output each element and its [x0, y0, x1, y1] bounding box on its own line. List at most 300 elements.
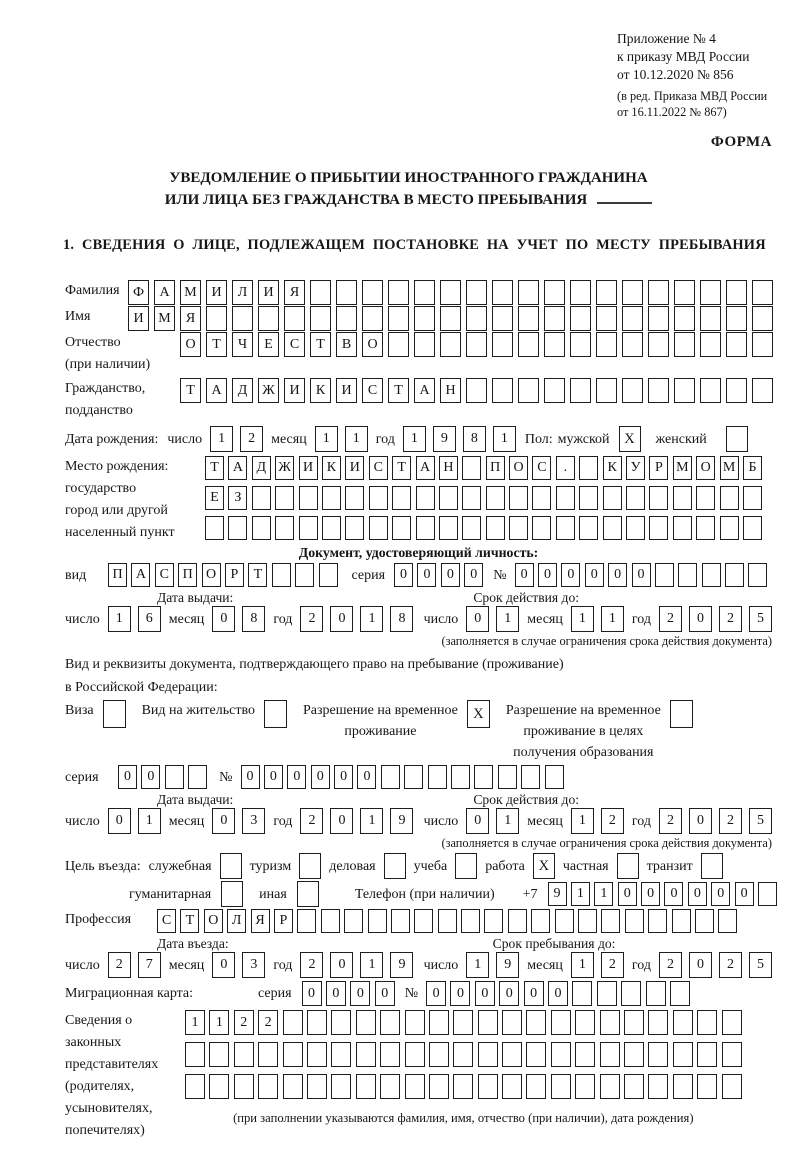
id-expiry-year-cells[interactable]: [659, 606, 772, 632]
char-cell[interactable]: [322, 486, 341, 510]
char-cell[interactable]: 1: [360, 952, 383, 978]
char-cell[interactable]: 0: [735, 882, 754, 906]
char-cell[interactable]: [502, 1074, 522, 1099]
char-cell[interactable]: 2: [258, 1010, 278, 1035]
char-cell[interactable]: [486, 486, 505, 510]
char-cell[interactable]: [165, 765, 184, 789]
phone-cells[interactable]: [548, 882, 778, 906]
char-cell[interactable]: [672, 909, 691, 933]
char-cell[interactable]: [622, 306, 643, 331]
char-cell[interactable]: [234, 1042, 254, 1067]
char-cell[interactable]: 0: [608, 563, 627, 587]
migration-series-cells[interactable]: [302, 981, 395, 1006]
char-cell[interactable]: 5: [749, 952, 772, 978]
char-cell[interactable]: С: [369, 456, 388, 480]
char-cell[interactable]: М: [154, 306, 175, 331]
char-cell[interactable]: О: [204, 909, 223, 933]
char-cell[interactable]: 1: [138, 808, 161, 834]
char-cell[interactable]: [544, 378, 565, 403]
char-cell[interactable]: М: [720, 456, 739, 480]
char-cell[interactable]: [579, 456, 598, 480]
char-cell[interactable]: [502, 1042, 522, 1067]
stay-doc-number-cells[interactable]: [241, 765, 564, 789]
char-cell[interactable]: [622, 280, 643, 305]
char-cell[interactable]: 0: [561, 563, 580, 587]
char-cell[interactable]: [518, 378, 539, 403]
char-cell[interactable]: 1: [108, 606, 131, 632]
char-cell[interactable]: 1: [594, 882, 613, 906]
char-cell[interactable]: Т: [206, 332, 227, 357]
char-cell[interactable]: 0: [350, 981, 370, 1006]
char-cell[interactable]: Д: [232, 378, 253, 403]
char-cell[interactable]: Т: [180, 909, 199, 933]
char-cell[interactable]: [486, 516, 505, 540]
char-cell[interactable]: [388, 332, 409, 357]
representatives-row1-cells[interactable]: [185, 1010, 742, 1035]
char-cell[interactable]: 2: [300, 808, 323, 834]
char-cell[interactable]: [416, 516, 435, 540]
char-cell[interactable]: 8: [463, 426, 486, 452]
representatives-row2-cells[interactable]: [185, 1042, 742, 1067]
char-cell[interactable]: [362, 280, 383, 305]
char-cell[interactable]: [726, 306, 747, 331]
char-cell[interactable]: [466, 306, 487, 331]
char-cell[interactable]: [297, 909, 316, 933]
char-cell[interactable]: [232, 306, 253, 331]
char-cell[interactable]: [388, 280, 409, 305]
char-cell[interactable]: [674, 332, 695, 357]
char-cell[interactable]: 0: [450, 981, 470, 1006]
char-cell[interactable]: [258, 1074, 278, 1099]
char-cell[interactable]: [551, 1042, 571, 1067]
char-cell[interactable]: [575, 1042, 595, 1067]
stay-expiry-month-cells[interactable]: [571, 808, 624, 834]
checkbox-temp-residence[interactable]: X: [467, 700, 490, 728]
char-cell[interactable]: П: [108, 563, 127, 587]
char-cell[interactable]: [185, 1074, 205, 1099]
char-cell[interactable]: [392, 516, 411, 540]
char-cell[interactable]: Р: [649, 456, 668, 480]
char-cell[interactable]: [603, 486, 622, 510]
char-cell[interactable]: С: [362, 378, 383, 403]
char-cell[interactable]: [624, 1042, 644, 1067]
char-cell[interactable]: Н: [439, 456, 458, 480]
char-cell[interactable]: 9: [433, 426, 456, 452]
stay-issue-month-cells[interactable]: [212, 808, 265, 834]
char-cell[interactable]: [718, 909, 737, 933]
char-cell[interactable]: А: [414, 378, 435, 403]
char-cell[interactable]: [388, 306, 409, 331]
char-cell[interactable]: Д: [252, 456, 271, 480]
char-cell[interactable]: [518, 280, 539, 305]
char-cell[interactable]: 0: [311, 765, 330, 789]
char-cell[interactable]: Б: [743, 456, 762, 480]
char-cell[interactable]: 2: [659, 952, 682, 978]
char-cell[interactable]: [578, 909, 597, 933]
id-expiry-month-cells[interactable]: [571, 606, 624, 632]
char-cell[interactable]: [673, 516, 692, 540]
char-cell[interactable]: Л: [232, 280, 253, 305]
char-cell[interactable]: [531, 909, 550, 933]
id-doc-series-cells[interactable]: [394, 563, 483, 587]
char-cell[interactable]: 1: [571, 808, 594, 834]
char-cell[interactable]: 1: [360, 606, 383, 632]
char-cell[interactable]: 0: [632, 563, 651, 587]
char-cell[interactable]: И: [336, 378, 357, 403]
id-issue-month-cells[interactable]: [212, 606, 265, 632]
char-cell[interactable]: А: [154, 280, 175, 305]
char-cell[interactable]: [579, 516, 598, 540]
stay-expiry-day-cells[interactable]: [466, 808, 519, 834]
char-cell[interactable]: [570, 280, 591, 305]
char-cell[interactable]: Т: [392, 456, 411, 480]
char-cell[interactable]: 0: [330, 808, 353, 834]
char-cell[interactable]: 9: [548, 882, 567, 906]
char-cell[interactable]: [648, 306, 669, 331]
char-cell[interactable]: 2: [719, 808, 742, 834]
char-cell[interactable]: [544, 306, 565, 331]
id-doc-kind-cells[interactable]: [108, 563, 338, 587]
char-cell[interactable]: И: [128, 306, 149, 331]
char-cell[interactable]: [438, 909, 457, 933]
char-cell[interactable]: [319, 563, 338, 587]
char-cell[interactable]: Р: [274, 909, 293, 933]
char-cell[interactable]: [603, 516, 622, 540]
checkbox-tourism[interactable]: [299, 853, 321, 879]
surname-cells[interactable]: [128, 280, 773, 305]
char-cell[interactable]: 0: [426, 981, 446, 1006]
char-cell[interactable]: 0: [241, 765, 260, 789]
char-cell[interactable]: [283, 1010, 303, 1035]
char-cell[interactable]: Т: [248, 563, 267, 587]
char-cell[interactable]: [307, 1010, 327, 1035]
char-cell[interactable]: [284, 306, 305, 331]
char-cell[interactable]: [597, 981, 617, 1006]
char-cell[interactable]: [596, 378, 617, 403]
checkbox-humanitarian[interactable]: [221, 881, 243, 907]
char-cell[interactable]: 0: [466, 808, 489, 834]
char-cell[interactable]: [466, 280, 487, 305]
char-cell[interactable]: [600, 1074, 620, 1099]
char-cell[interactable]: [700, 306, 721, 331]
char-cell[interactable]: [544, 280, 565, 305]
char-cell[interactable]: [575, 1010, 595, 1035]
char-cell[interactable]: [545, 765, 564, 789]
char-cell[interactable]: 1: [571, 952, 594, 978]
birth-year-cells[interactable]: [403, 426, 516, 452]
char-cell[interactable]: [462, 486, 481, 510]
char-cell[interactable]: [621, 981, 641, 1006]
char-cell[interactable]: [451, 765, 470, 789]
checkbox-business-official[interactable]: [220, 853, 242, 879]
char-cell[interactable]: [492, 332, 513, 357]
char-cell[interactable]: [521, 765, 540, 789]
char-cell[interactable]: [722, 1042, 742, 1067]
char-cell[interactable]: 0: [711, 882, 730, 906]
char-cell[interactable]: [321, 909, 340, 933]
char-cell[interactable]: [234, 1074, 254, 1099]
char-cell[interactable]: [461, 909, 480, 933]
char-cell[interactable]: 2: [108, 952, 131, 978]
char-cell[interactable]: [674, 378, 695, 403]
char-cell[interactable]: 0: [212, 606, 235, 632]
char-cell[interactable]: [206, 306, 227, 331]
char-cell[interactable]: 1: [360, 808, 383, 834]
char-cell[interactable]: 8: [390, 606, 413, 632]
char-cell[interactable]: [466, 332, 487, 357]
char-cell[interactable]: [700, 332, 721, 357]
char-cell[interactable]: 9: [496, 952, 519, 978]
char-cell[interactable]: [649, 516, 668, 540]
char-cell[interactable]: [626, 516, 645, 540]
char-cell[interactable]: Ж: [258, 378, 279, 403]
char-cell[interactable]: [625, 909, 644, 933]
char-cell[interactable]: [272, 563, 291, 587]
char-cell[interactable]: [405, 1042, 425, 1067]
citizenship-cells[interactable]: [180, 378, 773, 403]
char-cell[interactable]: 1: [403, 426, 426, 452]
char-cell[interactable]: 9: [390, 952, 413, 978]
char-cell[interactable]: 2: [601, 952, 624, 978]
char-cell[interactable]: Ж: [275, 456, 294, 480]
char-cell[interactable]: А: [131, 563, 150, 587]
char-cell[interactable]: [579, 486, 598, 510]
entry-day-cells[interactable]: [108, 952, 161, 978]
char-cell[interactable]: 0: [212, 952, 235, 978]
char-cell[interactable]: Я: [284, 280, 305, 305]
char-cell[interactable]: [299, 486, 318, 510]
char-cell[interactable]: [478, 1010, 498, 1035]
char-cell[interactable]: [674, 280, 695, 305]
char-cell[interactable]: [453, 1074, 473, 1099]
char-cell[interactable]: 0: [302, 981, 322, 1006]
char-cell[interactable]: [439, 516, 458, 540]
char-cell[interactable]: С: [532, 456, 551, 480]
char-cell[interactable]: 2: [601, 808, 624, 834]
char-cell[interactable]: 1: [345, 426, 368, 452]
char-cell[interactable]: [695, 909, 714, 933]
char-cell[interactable]: 0: [641, 882, 660, 906]
char-cell[interactable]: [414, 909, 433, 933]
char-cell[interactable]: [752, 306, 773, 331]
checkbox-male[interactable]: X: [619, 426, 641, 452]
char-cell[interactable]: 0: [515, 563, 534, 587]
char-cell[interactable]: [600, 1010, 620, 1035]
char-cell[interactable]: [648, 909, 667, 933]
char-cell[interactable]: [453, 1010, 473, 1035]
char-cell[interactable]: [532, 516, 551, 540]
char-cell[interactable]: [551, 1074, 571, 1099]
char-cell[interactable]: А: [206, 378, 227, 403]
checkbox-temp-residence-education[interactable]: [670, 700, 693, 728]
char-cell[interactable]: [345, 516, 364, 540]
char-cell[interactable]: К: [603, 456, 622, 480]
char-cell[interactable]: Е: [258, 332, 279, 357]
char-cell[interactable]: [551, 1010, 571, 1035]
char-cell[interactable]: О: [180, 332, 201, 357]
checkbox-female[interactable]: [726, 426, 748, 452]
char-cell[interactable]: 0: [334, 765, 353, 789]
char-cell[interactable]: [440, 332, 461, 357]
char-cell[interactable]: 2: [300, 606, 323, 632]
char-cell[interactable]: [466, 378, 487, 403]
birth-place-row1-cells[interactable]: [205, 456, 762, 480]
char-cell[interactable]: [509, 516, 528, 540]
char-cell[interactable]: 0: [466, 606, 489, 632]
char-cell[interactable]: 1: [601, 606, 624, 632]
char-cell[interactable]: [275, 486, 294, 510]
char-cell[interactable]: 8: [242, 606, 265, 632]
migration-number-cells[interactable]: [426, 981, 690, 1006]
char-cell[interactable]: [356, 1042, 376, 1067]
char-cell[interactable]: [626, 486, 645, 510]
char-cell[interactable]: [508, 909, 527, 933]
char-cell[interactable]: Я: [251, 909, 270, 933]
checkbox-private[interactable]: [617, 853, 639, 879]
char-cell[interactable]: [345, 486, 364, 510]
id-expiry-day-cells[interactable]: [466, 606, 519, 632]
char-cell[interactable]: Ф: [128, 280, 149, 305]
char-cell[interactable]: [414, 306, 435, 331]
checkbox-business[interactable]: [384, 853, 406, 879]
stay-doc-series-cells[interactable]: [118, 765, 207, 789]
char-cell[interactable]: [492, 378, 513, 403]
char-cell[interactable]: Т: [205, 456, 224, 480]
char-cell[interactable]: Ч: [232, 332, 253, 357]
char-cell[interactable]: [462, 456, 481, 480]
char-cell[interactable]: [283, 1074, 303, 1099]
char-cell[interactable]: [743, 486, 762, 510]
char-cell[interactable]: [484, 909, 503, 933]
char-cell[interactable]: 1: [210, 426, 233, 452]
char-cell[interactable]: [670, 981, 690, 1006]
checkbox-transit[interactable]: [701, 853, 723, 879]
char-cell[interactable]: 0: [689, 952, 712, 978]
char-cell[interactable]: 2: [240, 426, 263, 452]
char-cell[interactable]: 2: [659, 808, 682, 834]
char-cell[interactable]: [331, 1074, 351, 1099]
char-cell[interactable]: 0: [330, 606, 353, 632]
checkbox-residence-permit[interactable]: [264, 700, 287, 728]
char-cell[interactable]: 0: [417, 563, 436, 587]
birth-month-cells[interactable]: [315, 426, 368, 452]
char-cell[interactable]: 0: [264, 765, 283, 789]
char-cell[interactable]: [380, 1074, 400, 1099]
char-cell[interactable]: [646, 981, 666, 1006]
char-cell[interactable]: 0: [688, 882, 707, 906]
profession-cells[interactable]: [157, 909, 737, 933]
char-cell[interactable]: О: [202, 563, 221, 587]
char-cell[interactable]: [474, 765, 493, 789]
char-cell[interactable]: [492, 280, 513, 305]
char-cell[interactable]: [228, 516, 247, 540]
char-cell[interactable]: [743, 516, 762, 540]
char-cell[interactable]: 2: [234, 1010, 254, 1035]
char-cell[interactable]: 1: [496, 808, 519, 834]
char-cell[interactable]: 1: [185, 1010, 205, 1035]
char-cell[interactable]: О: [362, 332, 383, 357]
char-cell[interactable]: [429, 1074, 449, 1099]
char-cell[interactable]: [381, 765, 400, 789]
char-cell[interactable]: [356, 1074, 376, 1099]
char-cell[interactable]: [380, 1042, 400, 1067]
id-issue-day-cells[interactable]: [108, 606, 161, 632]
char-cell[interactable]: 2: [719, 952, 742, 978]
char-cell[interactable]: 0: [141, 765, 160, 789]
char-cell[interactable]: [362, 306, 383, 331]
char-cell[interactable]: 0: [441, 563, 460, 587]
birth-day-cells[interactable]: [210, 426, 263, 452]
char-cell[interactable]: С: [157, 909, 176, 933]
char-cell[interactable]: [649, 486, 668, 510]
char-cell[interactable]: 6: [138, 606, 161, 632]
char-cell[interactable]: 1: [466, 952, 489, 978]
checkbox-work[interactable]: X: [533, 853, 555, 879]
char-cell[interactable]: [322, 516, 341, 540]
char-cell[interactable]: [283, 1042, 303, 1067]
char-cell[interactable]: [414, 332, 435, 357]
char-cell[interactable]: [544, 332, 565, 357]
char-cell[interactable]: [405, 1074, 425, 1099]
char-cell[interactable]: [502, 1010, 522, 1035]
char-cell[interactable]: [498, 765, 517, 789]
char-cell[interactable]: [648, 280, 669, 305]
char-cell[interactable]: З: [228, 486, 247, 510]
char-cell[interactable]: И: [206, 280, 227, 305]
char-cell[interactable]: 0: [689, 606, 712, 632]
char-cell[interactable]: 0: [548, 981, 568, 1006]
char-cell[interactable]: [369, 516, 388, 540]
char-cell[interactable]: [404, 765, 423, 789]
representatives-row3-cells[interactable]: [185, 1074, 742, 1099]
char-cell[interactable]: М: [673, 456, 692, 480]
char-cell[interactable]: [648, 378, 669, 403]
char-cell[interactable]: [526, 1074, 546, 1099]
char-cell[interactable]: [275, 516, 294, 540]
char-cell[interactable]: [518, 332, 539, 357]
char-cell[interactable]: И: [258, 280, 279, 305]
char-cell[interactable]: [722, 1010, 742, 1035]
char-cell[interactable]: [391, 909, 410, 933]
id-doc-number-cells[interactable]: [515, 563, 768, 587]
char-cell[interactable]: 1: [571, 606, 594, 632]
char-cell[interactable]: М: [180, 280, 201, 305]
char-cell[interactable]: [331, 1010, 351, 1035]
char-cell[interactable]: 0: [618, 882, 637, 906]
char-cell[interactable]: [570, 378, 591, 403]
char-cell[interactable]: [596, 332, 617, 357]
char-cell[interactable]: 0: [118, 765, 137, 789]
char-cell[interactable]: [648, 332, 669, 357]
char-cell[interactable]: 9: [390, 808, 413, 834]
char-cell[interactable]: Н: [440, 378, 461, 403]
stay-until-year-cells[interactable]: [659, 952, 772, 978]
char-cell[interactable]: О: [696, 456, 715, 480]
char-cell[interactable]: [336, 306, 357, 331]
patronymic-cells[interactable]: [180, 332, 773, 357]
char-cell[interactable]: Л: [227, 909, 246, 933]
char-cell[interactable]: Я: [180, 306, 201, 331]
char-cell[interactable]: [570, 306, 591, 331]
char-cell[interactable]: 2: [300, 952, 323, 978]
char-cell[interactable]: [414, 280, 435, 305]
char-cell[interactable]: Е: [205, 486, 224, 510]
char-cell[interactable]: [726, 378, 747, 403]
char-cell[interactable]: [509, 486, 528, 510]
char-cell[interactable]: [720, 516, 739, 540]
char-cell[interactable]: 0: [375, 981, 395, 1006]
char-cell[interactable]: [405, 1010, 425, 1035]
